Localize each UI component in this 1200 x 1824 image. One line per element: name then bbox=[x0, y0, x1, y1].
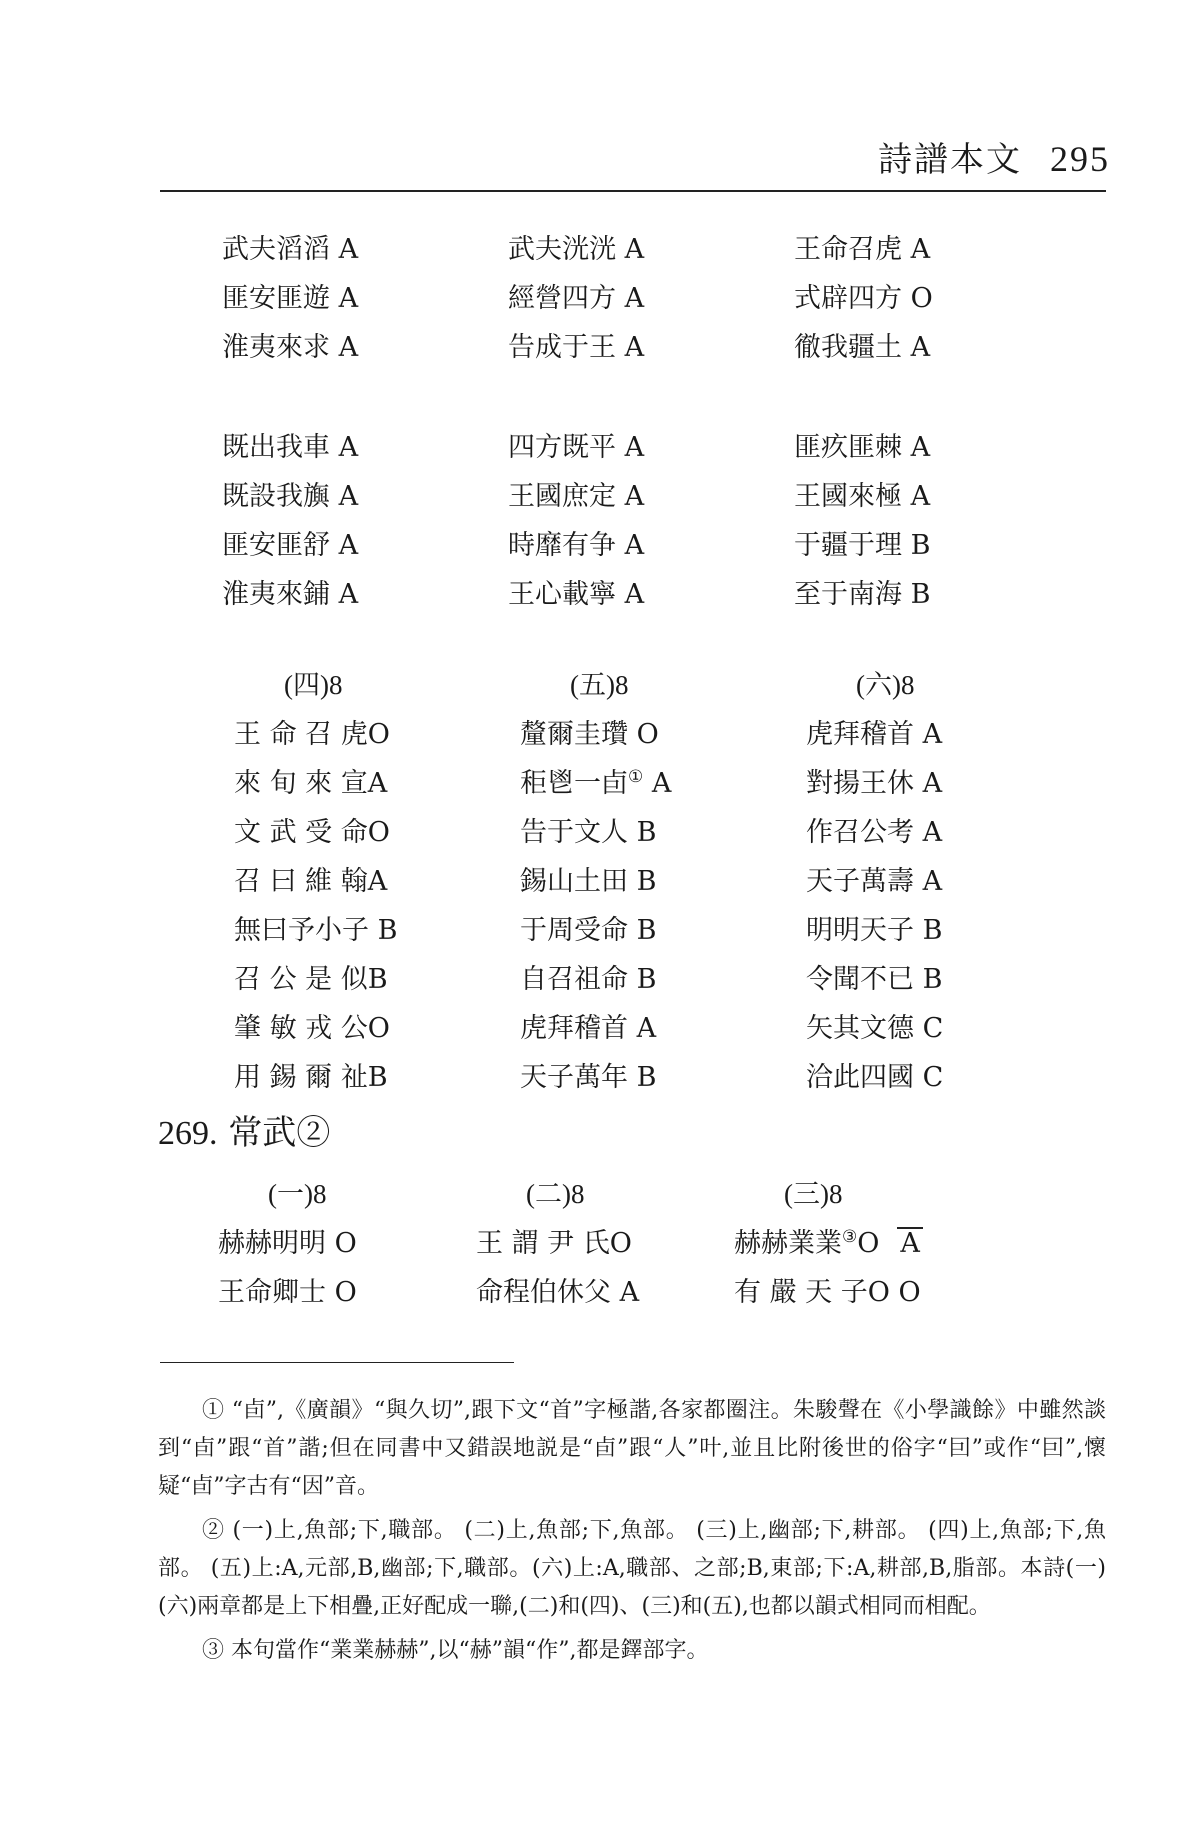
verse-line: 天子萬壽 A bbox=[806, 866, 943, 897]
stanza-column bbox=[218, 1170, 476, 1317]
verse-line: 召 公 是 似B bbox=[234, 964, 388, 995]
footnote-1: ① “卣”,《廣韻》“與久切”,跟下文“首”字極諧,各家都圈注。朱駿聲在《小學識餘》中雖然談到“卣”跟“首”諧;但在同書中又錯誤地説是“卣”跟“人”叶,並且比附後世的俗字“囙”或作“囙”,懷疑“卣”字古有“因”音。 bbox=[158, 1398, 1106, 1499]
verse-line: 告成于王 A bbox=[508, 332, 645, 363]
stanza-heading: (五)8 bbox=[570, 670, 629, 700]
header-rule bbox=[160, 190, 1106, 192]
verse-line: 無曰予小子 B bbox=[234, 915, 398, 946]
verse-line bbox=[520, 759, 806, 808]
verse-line: 赫赫明明 O bbox=[218, 1228, 357, 1259]
footnote-ref-2[interactable]: ② bbox=[296, 1113, 331, 1153]
verse-line: 天子萬年 B bbox=[520, 1062, 657, 1093]
verse-line: 四方既平 A bbox=[508, 432, 645, 463]
verse-line: 有 嚴 天 子O O bbox=[734, 1277, 921, 1308]
verse-line: 虎拜稽首 A bbox=[806, 719, 943, 750]
footnote-ref-1[interactable]: ① bbox=[628, 767, 644, 787]
verse-line: 明明天子 B bbox=[806, 915, 943, 946]
footnote-rule bbox=[160, 1362, 514, 1363]
verse-line: 王 命 召 虎O bbox=[234, 719, 390, 750]
verse-line: 時靡有争 A bbox=[508, 530, 645, 561]
verse-line: 武夫洸洸 A bbox=[508, 234, 645, 265]
stanza-column bbox=[806, 661, 1092, 1102]
verse-line: 作召公考 A bbox=[806, 817, 943, 848]
footnotes bbox=[158, 1392, 1106, 1676]
verse-line: 王 謂 尹 氏O bbox=[476, 1228, 632, 1259]
verse-line: 匪安匪遊 A bbox=[222, 283, 359, 314]
verse-line: 對揚王休 A bbox=[806, 768, 943, 799]
section-number: 269. bbox=[158, 1115, 218, 1152]
stanza-column bbox=[794, 423, 1080, 619]
verse-line: 矢其文德 C bbox=[806, 1013, 944, 1044]
verse-line: 淮夷來鋪 A bbox=[222, 579, 359, 610]
stanza-column bbox=[734, 1170, 994, 1317]
stanza-block-3 bbox=[234, 661, 1092, 1102]
stanza-block-4 bbox=[218, 1170, 994, 1317]
verse-text: 秬鬯一卣 bbox=[520, 768, 628, 799]
verse-line: 召 曰 維 翰A bbox=[234, 866, 388, 897]
verse-line: 匪疚匪棘 A bbox=[794, 432, 931, 463]
stanza-column bbox=[520, 661, 806, 1102]
verse-line: 武夫滔滔 A bbox=[222, 234, 359, 265]
verse-line: 令聞不已 B bbox=[806, 964, 943, 995]
verse-line: 經營四方 A bbox=[508, 283, 645, 314]
verse-line: 文 武 受 命O bbox=[234, 817, 390, 848]
poem-title: 常武 bbox=[228, 1113, 297, 1153]
verse-line: 告于文人 B bbox=[520, 817, 657, 848]
footnote-3: ③ 本句當作“業業赫赫”,以“赫”韻“作”,都是鐸部字。 bbox=[202, 1638, 709, 1663]
stanza-heading: (四)8 bbox=[284, 670, 343, 700]
stanza-column bbox=[508, 225, 794, 372]
page-number: 295 bbox=[1050, 139, 1110, 179]
verse-line: 釐爾圭瓚 O bbox=[520, 719, 659, 750]
stanza-column bbox=[222, 225, 508, 372]
verse-line: 王命卿士 O bbox=[218, 1277, 357, 1308]
verse-line: 至于南海 B bbox=[794, 579, 931, 610]
verse-line: 王命召虎 A bbox=[794, 234, 931, 265]
verse-line: 既設我旟 A bbox=[222, 481, 359, 512]
verse-line: 匪安匪舒 A bbox=[222, 530, 359, 561]
footnote-2: ② (一)上,魚部;下,職部。 (二)上,魚部;下,魚部。 (三)上,幽部;下,耕部。 (四)上,魚部;下,魚部。 (五)上:A,元部,B,幽部;下,職部。(六)上:A,職部、之部;B,東部;下:A,耕部,B,脂部。本詩(一)(六)兩章都是上下相疊,正好配成一聯,(二)和(四)、(三)和(五),也都以韻式相同而相配。 bbox=[158, 1518, 1106, 1619]
verse-line: 來 旬 來 宣A bbox=[234, 768, 388, 799]
verse-line: 王國來極 A bbox=[794, 481, 931, 512]
stanza-heading: (三)8 bbox=[784, 1179, 843, 1209]
verse-line: 于疆于理 B bbox=[794, 530, 931, 561]
stanza-heading: (六)8 bbox=[856, 670, 915, 700]
verse-line: 虎拜稽首 A bbox=[520, 1013, 657, 1044]
verse-line: 王國庶定 A bbox=[508, 481, 645, 512]
verse-line: 肇 敏 戎 公O bbox=[234, 1013, 390, 1044]
verse-text: 赫赫業業 bbox=[734, 1228, 842, 1259]
stanza-column bbox=[794, 225, 1080, 372]
verse-line: 錫山土田 B bbox=[520, 866, 657, 897]
verse-line: 于周受命 B bbox=[520, 915, 657, 946]
stanza-block-1 bbox=[222, 225, 1080, 372]
verse-line: 命程伯休父 A bbox=[476, 1277, 640, 1308]
rhyme-mark-overlined: A bbox=[897, 1227, 923, 1259]
running-title: 詩譜本文 bbox=[878, 140, 1022, 180]
verse-line bbox=[734, 1219, 994, 1268]
stanza-column bbox=[508, 423, 794, 619]
rhyme-mark: O bbox=[857, 1228, 880, 1259]
stanza-heading: (一)8 bbox=[268, 1179, 327, 1209]
verse-line: 自召祖命 B bbox=[520, 964, 657, 995]
verse-line: 式辟四方 O bbox=[794, 283, 933, 314]
stanza-heading: (二)8 bbox=[526, 1179, 585, 1209]
verse-line: 用 錫 爾 祉B bbox=[234, 1062, 388, 1093]
verse-line: 徹我疆土 A bbox=[794, 332, 931, 363]
stanza-column bbox=[476, 1170, 734, 1317]
footnote-ref-3[interactable]: ③ bbox=[842, 1227, 858, 1247]
rhyme-mark: A bbox=[643, 768, 672, 799]
stanza-column bbox=[234, 661, 520, 1102]
section-title bbox=[158, 1105, 330, 1154]
verse-line: 洽此四國 C bbox=[806, 1062, 944, 1093]
stanza-block-2 bbox=[222, 423, 1080, 619]
verse-line: 王心載寧 A bbox=[508, 579, 645, 610]
verse-line: 既出我車 A bbox=[222, 432, 359, 463]
verse-line: 淮夷來求 A bbox=[222, 332, 359, 363]
running-header bbox=[878, 132, 1110, 181]
stanza-column bbox=[222, 423, 508, 619]
